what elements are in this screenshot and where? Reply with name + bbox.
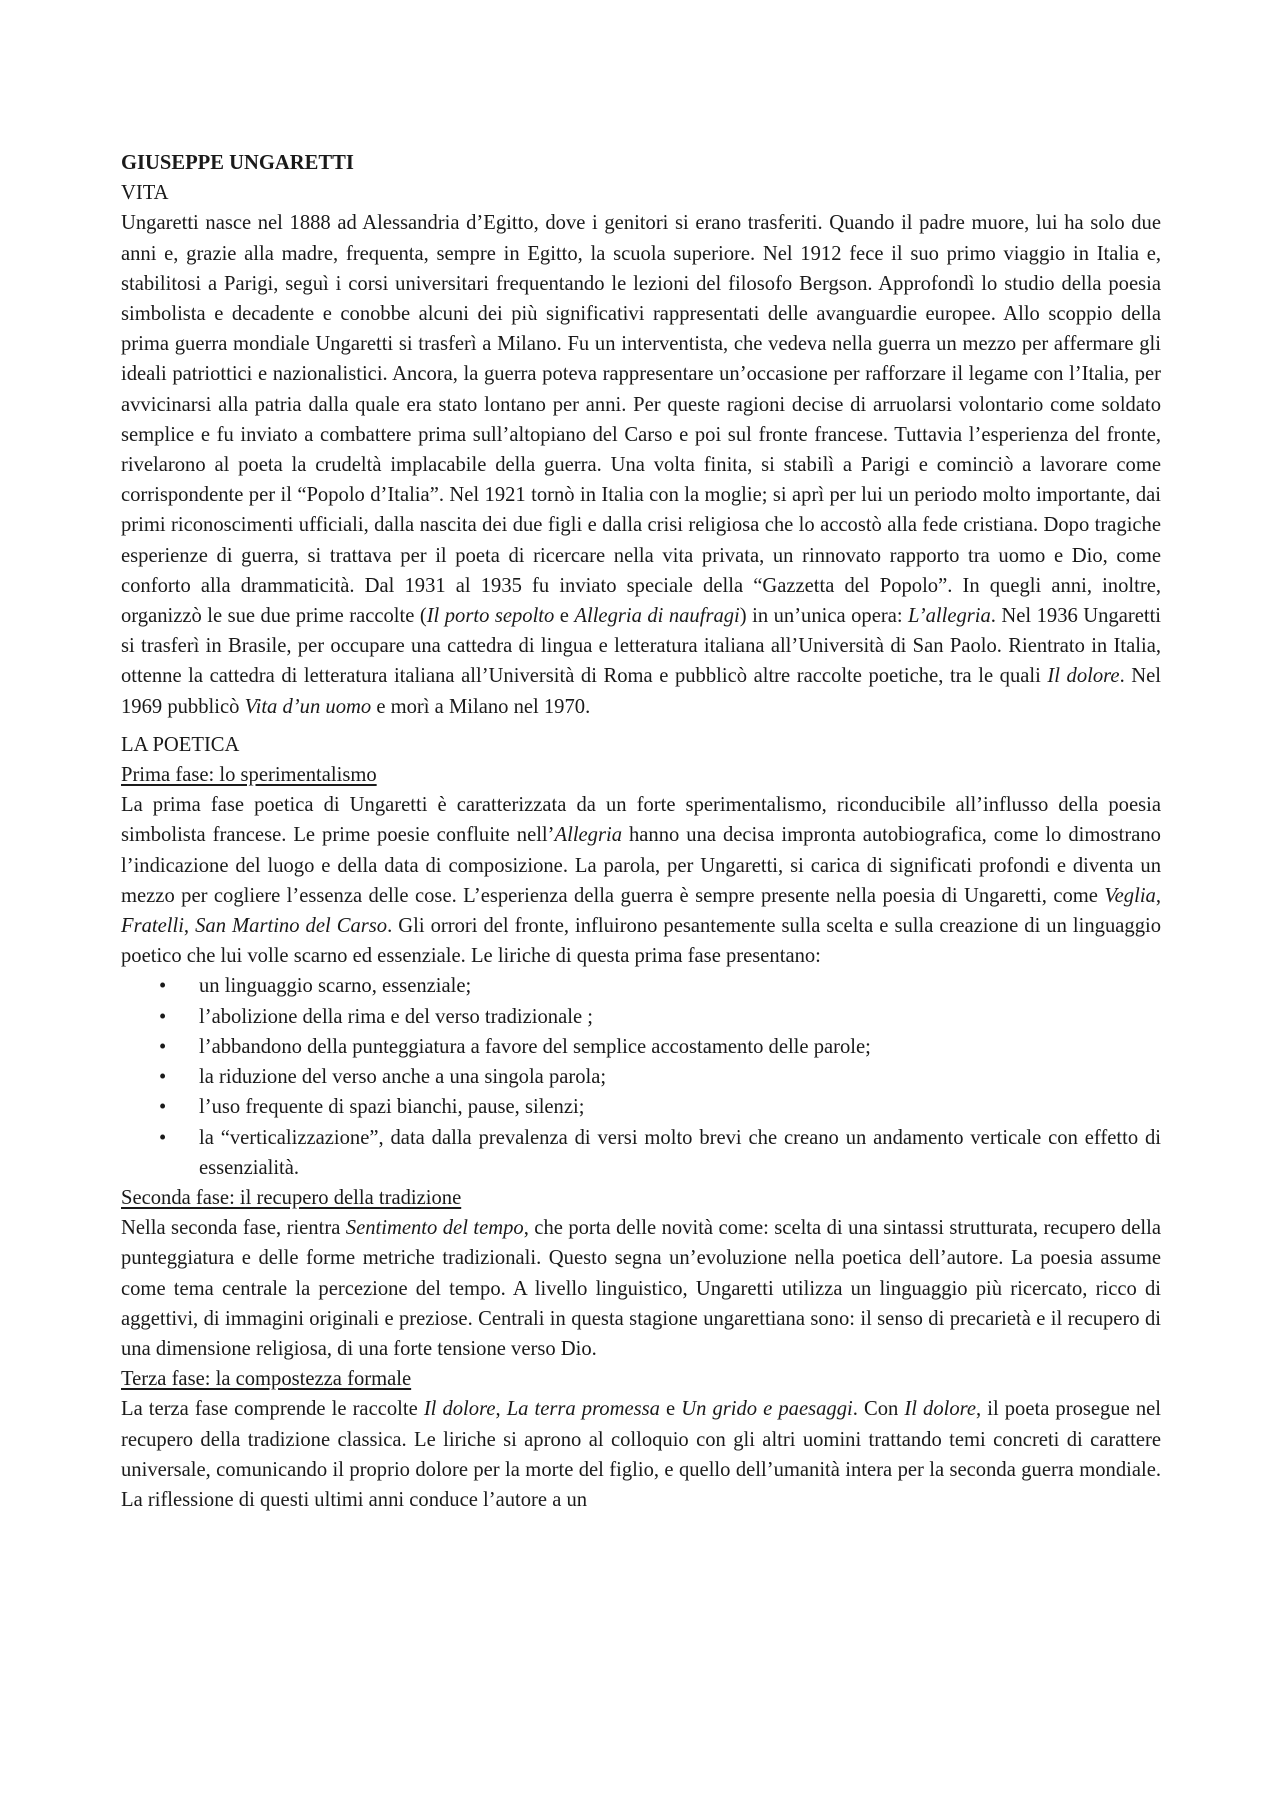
document-title: GIUSEPPE UNGARETTI — [121, 152, 354, 174]
text-run: Ungaretti nasce nel 1888 ad Alessandria d’Egitto, dove i genitori si erano trasferiti. Quando il padre muore, lui ha solo due anni e, grazie alla madre, frequenta, sempre in Egitto, la scuola superiore. Nel 1912 fece il suo primo viaggio in Italia e, stabilitosi a Parigi, seguì i corsi universitari frequentando le lezioni del filosofo Bergson. Approfondì lo studio della poesia simbolista e decadente e conobbe alcuni dei più significativi rappresentati delle avanguardie europee. Allo scoppio della prima guerra mondiale Ungaretti si trasferì a Milano. Fu un interventista, che vedeva nella guerra un mezzo per affermare gli ideali patriottici e nazionalistici. Ancora, la guerra poteva rappresentare un’occasione per rafforzare il legame con l’Italia, per avvicinarsi alla patria dalla quale era stato lontano per anni. Per queste ragioni decise di arruolarsi volontario come soldato semplice e fu inviato a combattere prima sull’altopiano del Carso e poi sul fronte francese. Tuttavia l’esperienza del fronte, rivelarono al poeta la crudeltà implacabile della guerra. Una volta finita, si stabilì a Parigi e cominciò a lavorare come corrispondente per il “Popolo d’Italia”. Nel 1921 tornò in Italia con la moglie; si aprì per lui un periodo molto importante, dai primi riconoscimenti ufficiali, dalla nascita dei due figli e dalla crisi religiosa che lo accostò alla fede cristiana. Dopo tragiche esperienze di guerra, si trattava per il poeta di ricercare nella vita privata, un rinnovato rapporto tra uomo e Dio, come conforto alla drammaticità. Dal 1931 al 1935 fu inviato speciale della “Gazzetta del Popolo”. In quegli anni, inoltre, organizzò le sue due prime raccolte ( — [121, 212, 1161, 628]
text-run: e morì a Milano nel 1970. — [371, 695, 591, 718]
prima-fase-list — [121, 971, 1161, 1182]
text-run: , — [183, 915, 196, 938]
list-item-text: la riduzione del verso anche a una singola parola; — [199, 1066, 607, 1089]
italic-title-run: Sentimento del tempo — [345, 1217, 524, 1240]
text-run: ) in un’unica opera: — [739, 605, 909, 628]
text-run: La terza fase comprende le raccolte — [121, 1398, 424, 1421]
italic-title-run: Allegria — [554, 824, 623, 847]
section-heading-vita: VITA — [121, 182, 169, 205]
text-run: . Gli orrori del fronte, influirono pesantemente sulla scelta e sulla creazione di un linguaggio poetico che lui volle scarno ed essenziale. Le liriche di questa prima fase presentano: — [121, 915, 1162, 968]
italic-title-run: La terra promessa — [506, 1398, 660, 1421]
bullet-icon: • — [159, 1035, 167, 1058]
italic-title-run: Il dolore — [904, 1398, 977, 1421]
list-item-text: la “verticalizzazione”, data dalla prevalenza di versi molto brevi che creano un andamento verticale con effetto di essenzialità. — [199, 1126, 1161, 1179]
subheading-seconda-fase: Seconda fase: il recupero della tradizione — [121, 1186, 462, 1209]
italic-title-run: Il dolore — [423, 1398, 496, 1421]
list-item — [121, 1062, 1161, 1092]
text-run: hanno una decisa impronta autobiografica, come lo dimostrano l’indicazione del luogo e della data di composizione. La parola, per Ungaretti, si carica di significati profondi e diventa un mezzo per cogliere l’essenza delle cose. L’esperienza della guerra è sempre presente nella poesia di Ungaretti, come — [121, 824, 1161, 907]
text-run: , — [1155, 884, 1161, 907]
list-item — [121, 1123, 1161, 1183]
italic-title-run: Allegria di naufragi — [574, 605, 740, 628]
italic-title-run: Il dolore — [1047, 665, 1120, 688]
text-run: e — [554, 605, 575, 628]
list-item-text: l’uso frequente di spazi bianchi, pause, silenzi; — [199, 1096, 585, 1119]
bullet-icon: • — [159, 1066, 167, 1089]
list-item-text: l’abolizione della rima e del verso tradizionale ; — [199, 1005, 593, 1028]
text-run: , che porta delle novità come: scelta di una sintassi strutturata, recupero della punteggiatura e delle forme metriche tradizionali. Questo segna un’evoluzione nella poetica dell’autore. La poesia assume come tema centrale la percezione del tempo. A livello linguistico, Ungaretti utilizza un linguaggio più ricercato, ricco di aggettivi, di immagini originali e preziose. Centrali in questa stagione ungarettiana sono: il senso di precarietà e il recupero di una dimensione religiosa, di una forte tensione verso Dio. — [121, 1217, 1161, 1360]
prima-fase-paragraph — [121, 790, 1161, 971]
list-item — [121, 1002, 1161, 1032]
italic-title-run: Vita d’un uomo — [244, 695, 372, 718]
italic-title-run: Veglia — [1104, 884, 1156, 907]
subheading-terza-fase: Terza fase: la compostezza formale — [121, 1368, 412, 1391]
text-run: . Nel 1936 Ungaretti si trasferì in Brasile, per occupare una cattedra di lingua e letteratura italiana all’Università di San Paolo. Rientrato in Italia, ottenne la cattedra di letteratura italiana all’Università di Roma e pubblicò altre raccolte poetiche, tra le quali — [121, 605, 1162, 688]
list-item-text: un linguaggio scarno, essenziale; — [199, 975, 472, 998]
text-run: La prima fase poetica di Ungaretti è caratterizzata da un forte sperimentalismo, riconducibile all’influsso della poesia simbolista francese. Le prime poesie confluite nell’ — [121, 794, 1161, 847]
text-run: , il poeta prosegue nel recupero della tradizione classica. Le liriche si aprono al colloquio con gli altri uomini trattando temi concreti di carattere universale, comunicando il proprio dolore per la morte del figlio, e quello dell’umanità intera per la seconda guerra mondiale. La riflessione di questi ultimi anni conduce l’autore a un — [121, 1398, 1161, 1511]
text-run: , — [495, 1398, 507, 1421]
italic-title-run: Fratelli — [121, 915, 184, 938]
list-item — [121, 1092, 1161, 1122]
bullet-icon: • — [159, 1096, 167, 1119]
bullet-icon: • — [159, 1126, 167, 1149]
list-item — [121, 971, 1161, 1001]
vita-paragraph — [121, 208, 1161, 721]
text-run: e — [659, 1398, 682, 1421]
italic-title-run: Un grido e paesaggi — [681, 1398, 853, 1421]
bullet-icon: • — [159, 1005, 167, 1028]
text-run: Nella seconda fase, rientra — [121, 1217, 346, 1240]
terza-fase-paragraph — [121, 1394, 1161, 1515]
section-heading-poetica: LA POETICA — [121, 733, 240, 756]
document-page — [121, 148, 1161, 1515]
text-run: . Con — [852, 1398, 905, 1421]
list-item-text: l’abbandono della punteggiatura a favore del semplice accostamento delle parole; — [199, 1035, 871, 1058]
seconda-fase-paragraph — [121, 1213, 1161, 1364]
italic-title-run: L’allegria — [908, 605, 991, 628]
bullet-icon: • — [159, 975, 167, 998]
subheading-prima-fase: Prima fase: lo sperimentalismo — [121, 764, 377, 787]
text-run: . Nel 1969 pubblicò — [121, 665, 1162, 718]
italic-title-run: San Martino del Carso — [195, 915, 388, 938]
italic-title-run: Il porto sepolto — [426, 605, 555, 628]
list-item — [121, 1032, 1161, 1062]
